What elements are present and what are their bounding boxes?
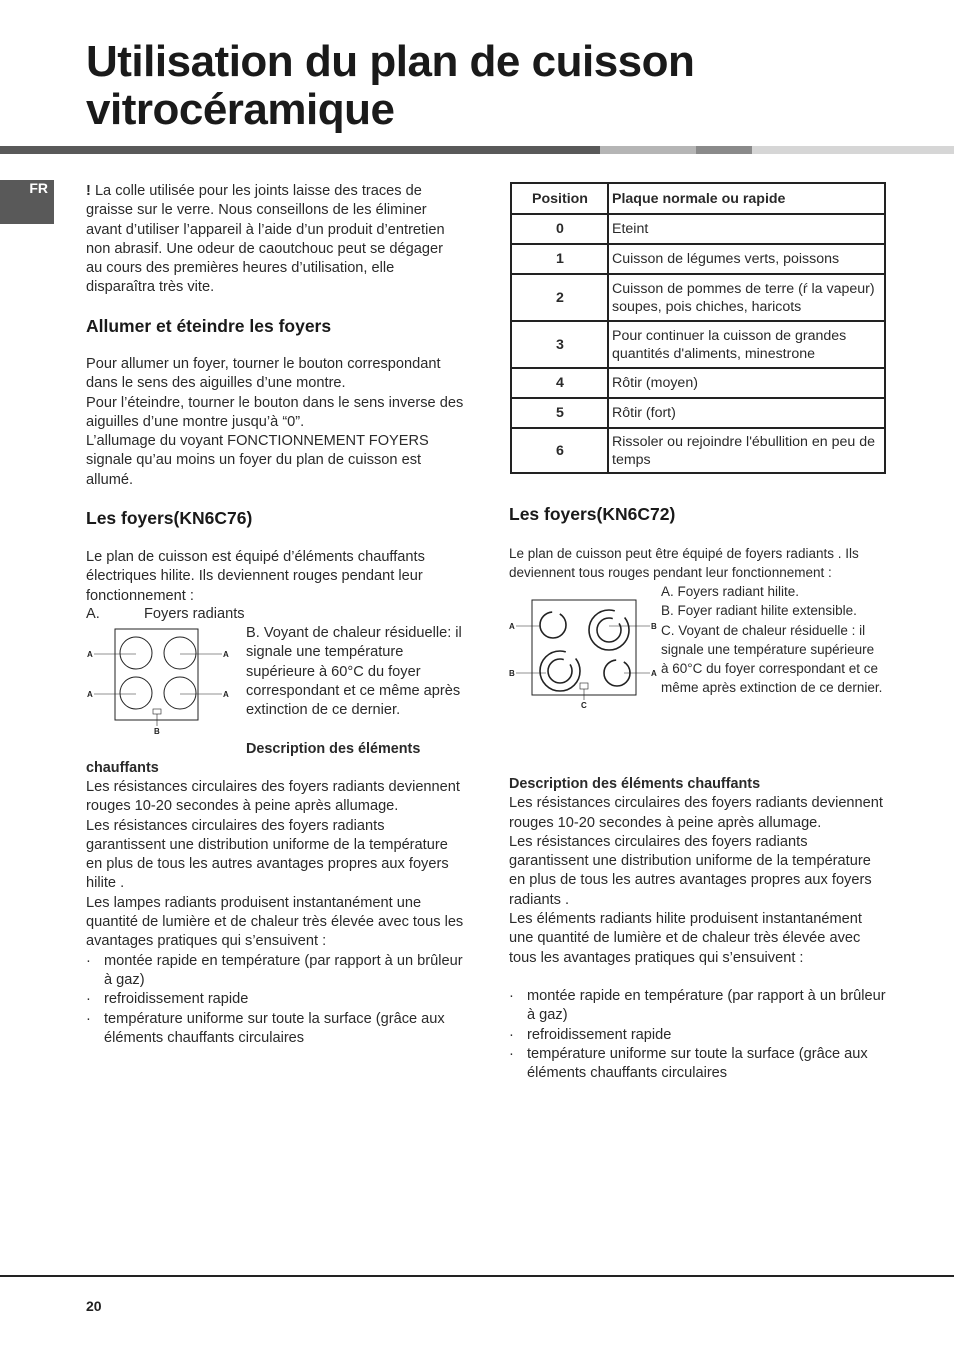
language-label: FR [29,180,48,196]
heading-on-off: Allumer et éteindre les foyers [86,316,332,336]
advantages-list-right [509,987,887,1083]
hob-outline [532,600,636,695]
label-a-4: A [223,690,229,699]
desc-block-right [509,775,887,1083]
label-b-1: B [651,622,657,631]
kn6c76-para: Le plan de cuisson est équipé d’éléments chauffants électriques hilite. Ils deviennent rouges pendant leur fonctionnement : [86,549,425,604]
page-number: 20 [86,1298,102,1314]
table-header-plate: Plaque normale ou rapide [608,183,885,214]
warning-mark: ! [86,183,91,199]
heading-kn6c76: Les foyers(KN6C76) [86,508,253,528]
hob-diagram-kn6c76-svg [86,624,246,744]
zone-bottom-right [164,677,196,709]
table-cell-position: 3 [511,321,608,368]
label-a-2: A [651,669,657,678]
label-b: B [154,727,160,736]
table-header-row [511,183,885,214]
table-cell-use: Rôtir (fort) [608,398,885,428]
list-item: · refroidissement rapide [86,990,464,1009]
intro-block [86,182,456,298]
label-c: C [581,701,587,710]
list-item: · refroidissement rapide [509,1026,887,1045]
desc-left-2: Les résistances circulaires des foyers radiants garantissent une distribution uniforme de la température en plus de tous les autres avantages propres aux foyers hilite . [86,817,449,892]
table-cell-use: Pour continuer la cuisson de grandes quantités d'aliments, minestrone [608,321,885,368]
list-item: · montée rapide en température (par rapport à un brûleur à gaz) [509,987,887,1026]
on-off-para-2: Pour l’éteindre, tourner le bouton dans le sens inverse des aiguilles d’une montre jusqu’à “0”. [86,394,464,430]
desc-block-left [86,778,464,1048]
desc-left-3: Les lampes radiants produisent instantanément une quantité de lumière et de chaleur très élevée avec tous les avantages pratiques qui s’ensuivent : [86,894,464,950]
language-tab [0,180,54,224]
desc-heading-right: Description des éléments chauffants [509,776,761,792]
intro-text: La colle utilisée pour les joints laisse des traces de graisse sur le verre. Nous conseillons de les éliminer avant d’utiliser l’appareil à l’aide d’un produit d’entretien non abrasif. Une odeur de caoutchouc peut se dégager au cours des premières heures d’utilisation, elle disparaîtra très vite. [86,183,445,296]
header-rule-light [600,146,696,154]
zone-bottom-left-inner [548,659,572,683]
hob-diagram-kn6c72 [506,596,660,716]
label-a-1: A [509,622,515,631]
desc-right-2: Les résistances circulaires des foyers radiants garantissent une distribution uniforme de la température en plus de tous les autres avantages propres aux foyers radiants . [509,833,872,908]
on-off-para-1: Pour allumer un foyer, tourner le bouton correspondant dans le sens des aiguilles d’une montre. [86,356,441,392]
table-cell-position: 2 [511,274,608,321]
header-rule-dark [0,146,600,154]
intro-paragraph [86,182,456,298]
footer-rule [0,1275,954,1277]
hob-diagram-kn6c72-svg [506,596,660,716]
residual-heat-lamp [153,709,161,714]
header-rule-mid [696,146,752,154]
desc-heading-left [86,740,464,779]
label-b-2: B [509,669,515,678]
hob-diagram-kn6c76 [86,624,246,744]
zone-top-right-outer [589,610,629,650]
item-a-letter: A. [86,606,100,622]
kn6c72-item-a: A. Foyers radiant hilite. [661,584,800,599]
on-off-block [86,355,464,490]
kn6c72-intro [509,544,879,583]
desc-right-1: Les résistances circulaires des foyers radiants deviennent rouges 10-20 secondes à peine après allumage. [509,795,883,831]
page-title: Utilisation du plan de cuisson vitrocéramique [86,37,695,134]
zone-top-left [120,637,152,669]
table-cell-position: 4 [511,368,608,398]
kn6c72-item-b: B. Foyer radiant hilite extensible. [661,603,857,619]
item-a-text: Foyers radiants [144,606,245,622]
advantages-list-left [86,952,464,1048]
position-table [510,182,886,474]
table-cell-position: 6 [511,428,608,473]
zone-top-right-inner [597,618,621,642]
table-row [511,274,885,321]
kn6c72-items [661,582,885,698]
item-a [86,605,286,624]
table-cell-use: Cuisson de pommes de terre (ŕ la vapeur) soupes, pois chiches, haricots [608,274,885,321]
table-cell-position: 1 [511,244,608,274]
desc-heading-line-2: chauffants [86,760,159,777]
item-b-text: B. Voyant de chaleur résiduelle: il signale une température supérieure à 60°C du foyer correspondant et ce même après extinction de ce dernier. [246,625,462,719]
header-rule-pale [752,146,954,154]
table-header-position: Position [511,183,608,214]
table-row [511,398,885,428]
table-row [511,214,885,244]
item-b [246,624,468,720]
table-cell-use: Eteint [608,214,885,244]
zone-top-right [164,637,196,669]
table-cell-use: Cuisson de légumes verts, poissons [608,244,885,274]
table-cell-position: 5 [511,398,608,428]
desc-left-1: Les résistances circulaires des foyers radiants deviennent rouges 10-20 secondes à peine après allumage. [86,779,460,815]
zone-top-left [540,612,566,638]
table-row [511,368,885,398]
kn6c72-para: Le plan de cuisson peut être équipé de foyers radiants . Ils deviennent tous rouges pendant leur fonctionnement : [509,546,859,581]
table-cell-use: Rôtir (moyen) [608,368,885,398]
heading-kn6c72: Les foyers(KN6C72) [509,504,676,524]
label-a-1: A [87,650,93,659]
residual-heat-lamp [580,683,588,689]
list-item: · température uniforme sur toute la surface (grâce aux éléments chauffants circulaires [86,1010,464,1049]
list-item: · montée rapide en température (par rapport à un brûleur à gaz) [86,952,464,991]
table-row [511,321,885,368]
table-cell-use: Rissoler ou rejoindre l'ébullition en peu de temps [608,428,885,473]
table-row [511,428,885,473]
zone-bottom-left [120,677,152,709]
desc-heading-line-1: Description des éléments [246,741,421,757]
on-off-para-3: L’allumage du voyant FONCTIONNEMENT FOYERS signale qu’au moins un foyer du plan de cuisson est allumé. [86,433,429,488]
zone-bottom-left-outer [540,651,580,691]
table-cell-position: 0 [511,214,608,244]
label-a-2: A [223,650,229,659]
table-row [511,244,885,274]
kn6c72-item-c: C. Voyant de chaleur résiduelle : il signale une température supérieure à 60°C du foyer correspondant et ce même après extinction de ce dernier. [661,622,883,696]
label-a-3: A [87,690,93,699]
list-item: · température uniforme sur toute la surface (grâce aux éléments chauffants circulaires [509,1045,887,1084]
desc-right-3: Les éléments radiants hilite produisent instantanément une quantité de lumière et de chaleur très élevée avec tous les avantages pratiques qui s’ensuivent : [509,911,862,966]
kn6c76-intro [86,548,464,606]
